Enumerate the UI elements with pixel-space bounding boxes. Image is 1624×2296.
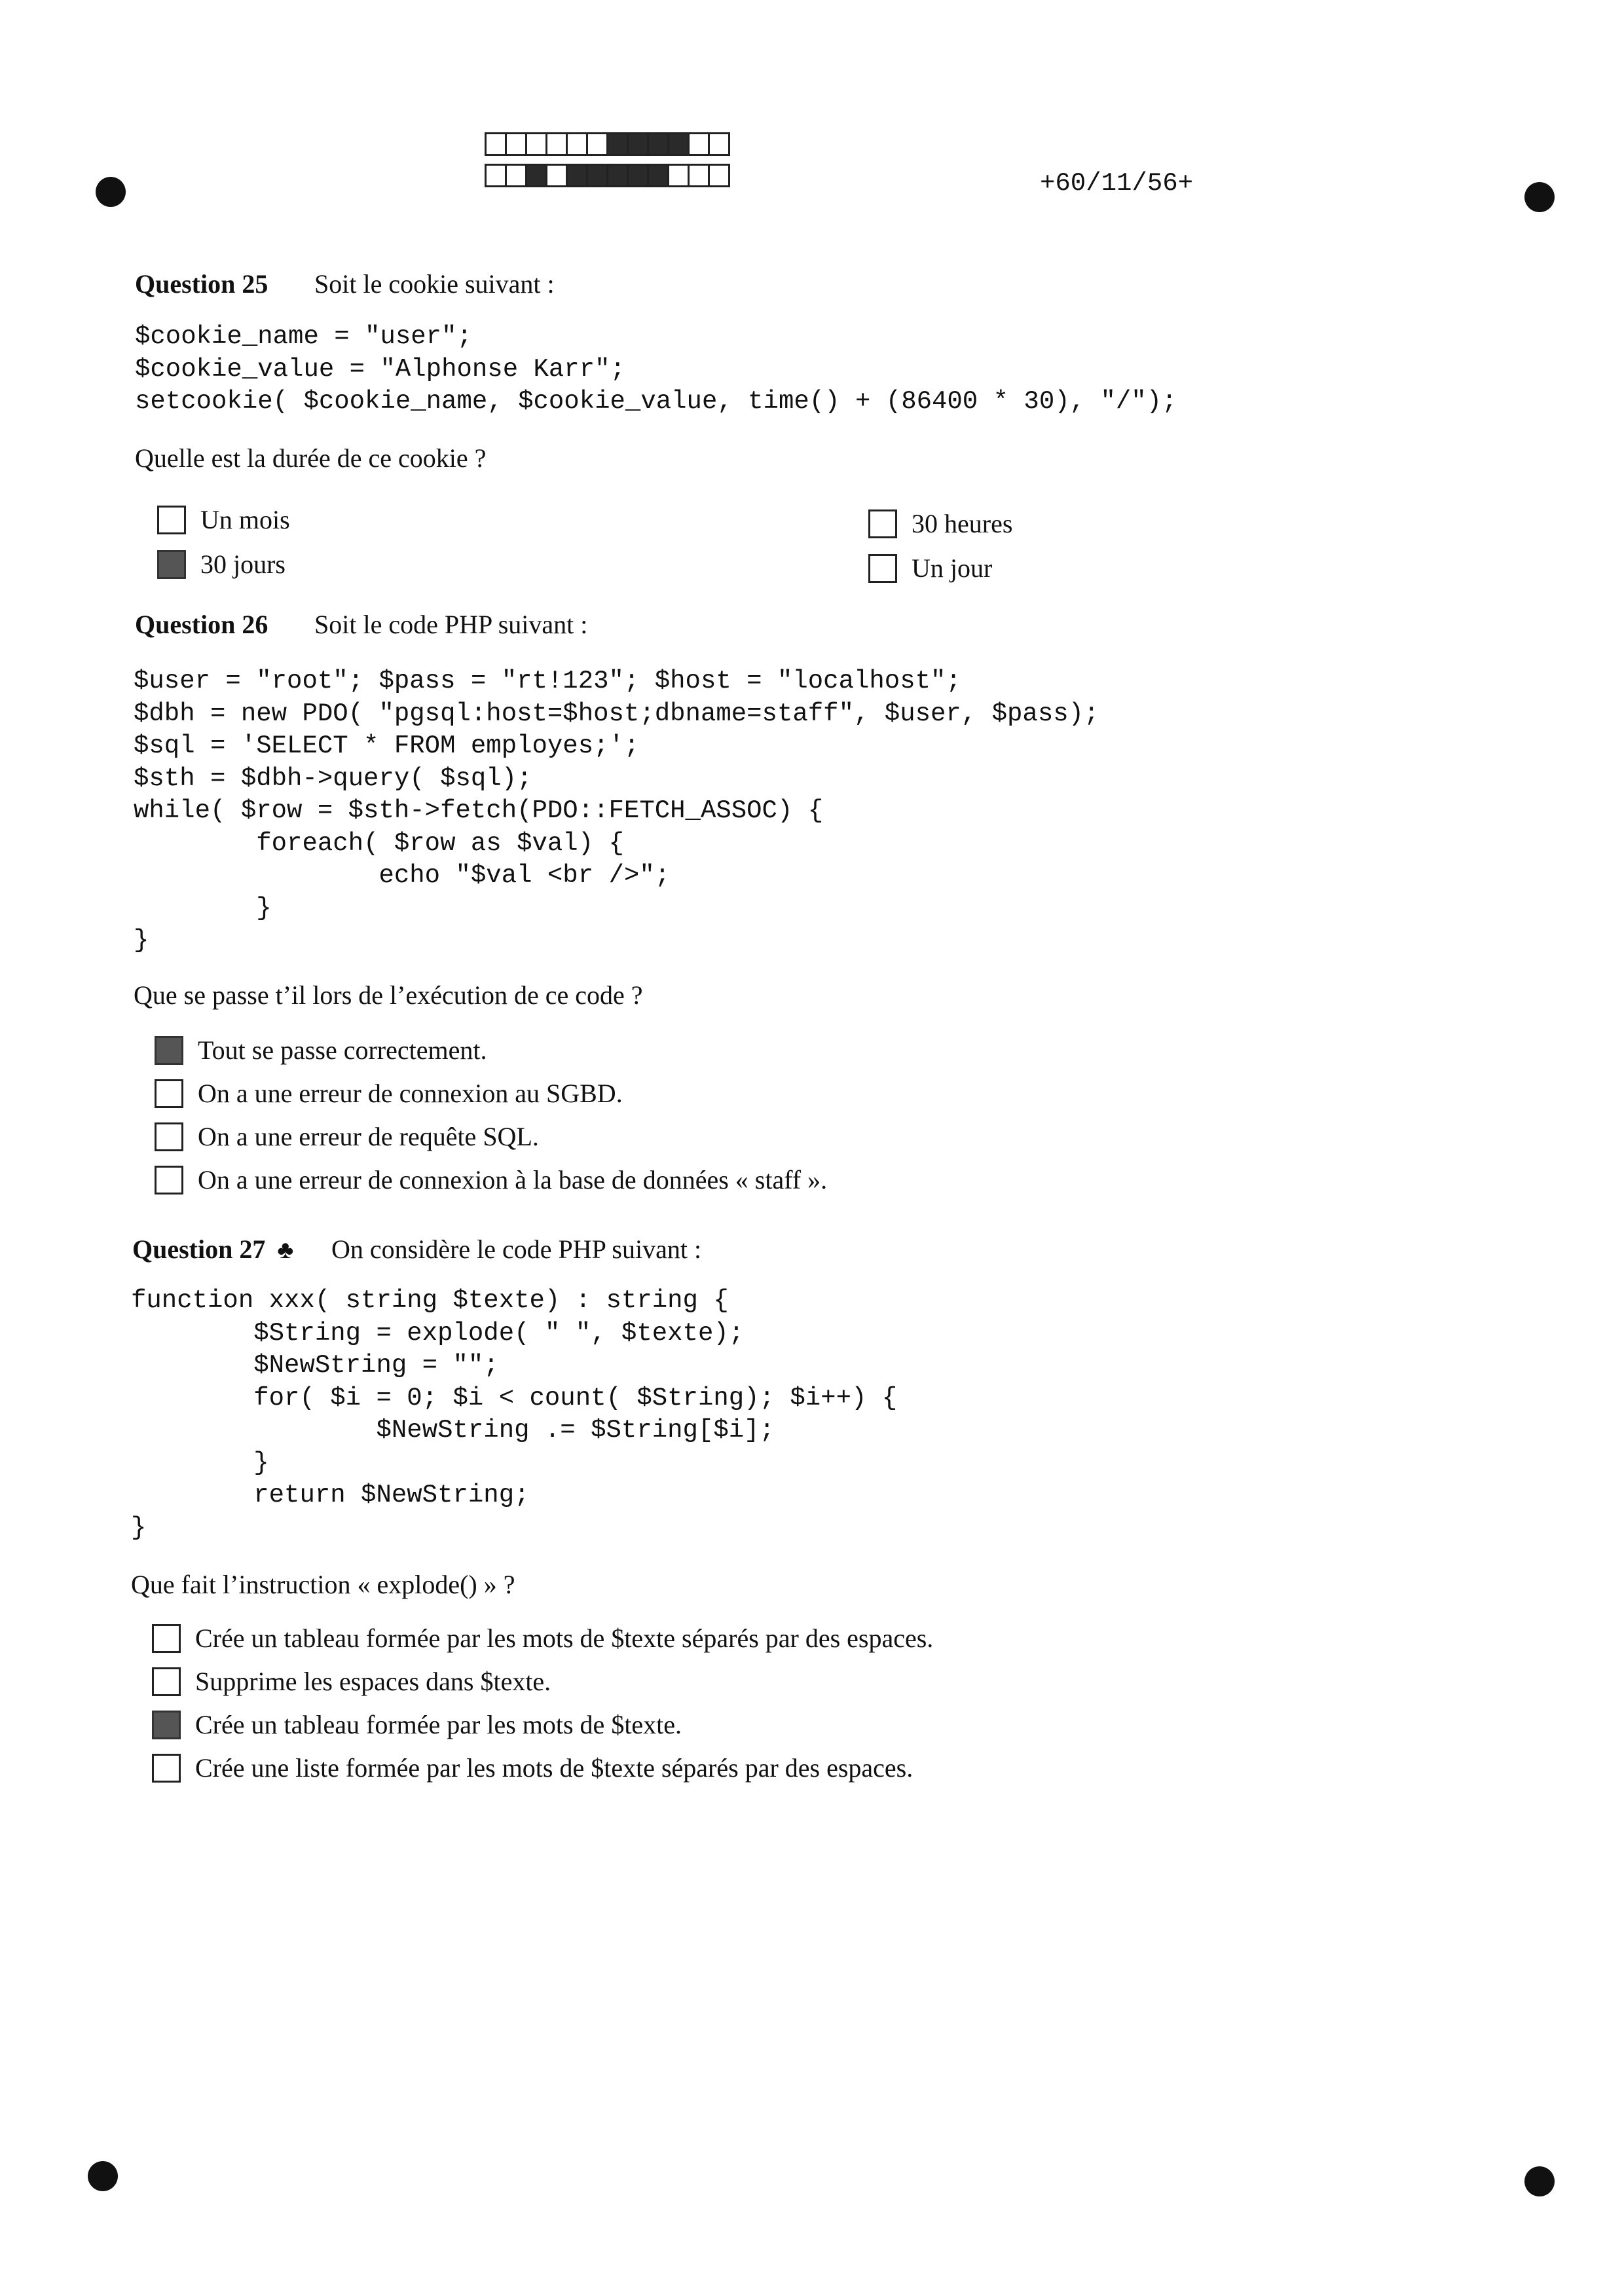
- question-title: Soit le cookie suivant :: [314, 269, 555, 299]
- barcode-cell-empty: [708, 132, 730, 156]
- barcode-cell-empty: [708, 164, 730, 187]
- answer-option[interactable]: [152, 1709, 682, 1740]
- answer-checkbox[interactable]: [155, 1122, 183, 1151]
- barcode-cell-filled: [647, 164, 669, 187]
- club-icon: ♣: [277, 1236, 294, 1264]
- barcode-cell-filled: [627, 164, 649, 187]
- barcode-cell-filled: [667, 132, 690, 156]
- answer-checkbox-checked[interactable]: [155, 1036, 183, 1065]
- answer-option[interactable]: [868, 553, 992, 583]
- answer-option[interactable]: [157, 504, 290, 535]
- answer-option[interactable]: [152, 1623, 933, 1654]
- answer-label: Crée un tableau formée par les mots de $texte.: [195, 1710, 682, 1739]
- barcode-cell-empty: [688, 132, 710, 156]
- barcode-cell-empty: [566, 132, 588, 156]
- answer-label: Tout se passe correctement.: [198, 1035, 487, 1065]
- barcode-cell-empty: [525, 132, 547, 156]
- answer-option[interactable]: [868, 508, 1012, 539]
- barcode-cell-empty: [545, 132, 568, 156]
- answer-label: 30 heures: [912, 509, 1013, 538]
- answer-option[interactable]: [152, 1752, 913, 1783]
- answer-label: Un jour: [912, 553, 993, 583]
- question-prompt: Que fait l’instruction « explode() » ?: [131, 1570, 515, 1599]
- question-26-header: [135, 609, 588, 640]
- barcode-cell-empty: [485, 164, 507, 187]
- code-block-q25: $cookie_name = "user"; $cookie_value = "Alphonse Karr"; setcookie( $cookie_name, $cookie_value, time() + (86400 * 30), "/");: [135, 322, 1177, 416]
- code-block-q26: $user = "root"; $pass = "rt!123"; $host = "localhost"; $dbh = new PDO( "pgsql:host=$host;dbname=staff", $user, $pass); $sql = 'SELECT * FROM employes;'; $sth = $dbh->query( $sql); while( $row = $sth->fetch(PDO::FETCH_ASSOC) { foreach( $row as $val) { echo "$val <br />"; } }: [134, 667, 1099, 955]
- barcode-cell-filled: [606, 132, 629, 156]
- answer-checkbox[interactable]: [152, 1667, 181, 1696]
- answer-option[interactable]: [155, 1164, 827, 1195]
- answer-label: Crée un tableau formée par les mots de $texte séparés par des espaces.: [195, 1623, 934, 1653]
- page-id: +60/11/56+: [1040, 169, 1194, 198]
- answer-checkbox[interactable]: [868, 554, 897, 583]
- question-title: Soit le code PHP suivant :: [314, 610, 588, 639]
- code-block-q27: function xxx( string $texte) : string { $String = explode( " ", $texte); $NewString = ""; for( $i = 0; $i < count( $String); $i++) { $NewString .= $String[$i]; } return $NewString; }: [131, 1286, 898, 1542]
- question-25-header: [135, 268, 555, 299]
- registration-mark-top-left: [96, 177, 126, 207]
- registration-mark-bottom-right: [1524, 2166, 1555, 2196]
- barcode-cell-empty: [688, 164, 710, 187]
- question-prompt: Quelle est la durée de ce cookie ?: [135, 443, 487, 473]
- barcode-cell-filled: [586, 164, 608, 187]
- answer-option[interactable]: [152, 1666, 551, 1697]
- answer-checkbox-checked[interactable]: [152, 1711, 181, 1739]
- answer-checkbox[interactable]: [157, 506, 186, 534]
- answer-checkbox[interactable]: [152, 1754, 181, 1783]
- answer-option[interactable]: [155, 1121, 539, 1152]
- answer-checkbox[interactable]: [155, 1166, 183, 1194]
- barcode-row-bottom: [485, 164, 728, 187]
- question-title: On considère le code PHP suivant :: [331, 1234, 702, 1264]
- barcode-cell-filled: [525, 164, 547, 187]
- answer-label: On a une erreur de connexion à la base de données « staff ».: [198, 1165, 828, 1194]
- question-prompt: Que se passe t’il lors de l’exécution de ce code ?: [134, 980, 643, 1010]
- answer-option[interactable]: [157, 549, 286, 580]
- answer-label: Crée une liste formée par les mots de $texte séparés par des espaces.: [195, 1753, 913, 1783]
- answer-label: 30 jours: [200, 549, 286, 579]
- barcode-cell-empty: [505, 132, 527, 156]
- barcode-cell-filled: [566, 164, 588, 187]
- question-label: Question 27: [132, 1234, 266, 1264]
- question-27-header: [132, 1234, 702, 1265]
- barcode-cell-empty: [586, 132, 608, 156]
- question-label: Question 26: [135, 610, 268, 639]
- answer-checkbox[interactable]: [152, 1624, 181, 1653]
- barcode-cell-filled: [627, 132, 649, 156]
- barcode-cell-empty: [545, 164, 568, 187]
- answer-checkbox-checked[interactable]: [157, 550, 186, 579]
- answer-label: On a une erreur de requête SQL.: [198, 1122, 539, 1151]
- barcode-cell-filled: [647, 132, 669, 156]
- barcode-cell-empty: [485, 132, 507, 156]
- answer-option[interactable]: [155, 1035, 487, 1065]
- answer-option[interactable]: [155, 1078, 623, 1109]
- barcode-row-top: [485, 132, 728, 156]
- answer-checkbox[interactable]: [868, 509, 897, 538]
- barcode-cell-empty: [667, 164, 690, 187]
- registration-mark-top-right: [1524, 182, 1555, 212]
- answer-label: On a une erreur de connexion au SGBD.: [198, 1079, 623, 1108]
- barcode-cell-filled: [606, 164, 629, 187]
- answer-label: Un mois: [200, 505, 290, 534]
- barcode-cell-empty: [505, 164, 527, 187]
- answer-checkbox[interactable]: [155, 1079, 183, 1108]
- answer-label: Supprime les espaces dans $texte.: [195, 1667, 551, 1696]
- question-label: Question 25: [135, 269, 268, 299]
- registration-mark-bottom-left: [88, 2161, 118, 2191]
